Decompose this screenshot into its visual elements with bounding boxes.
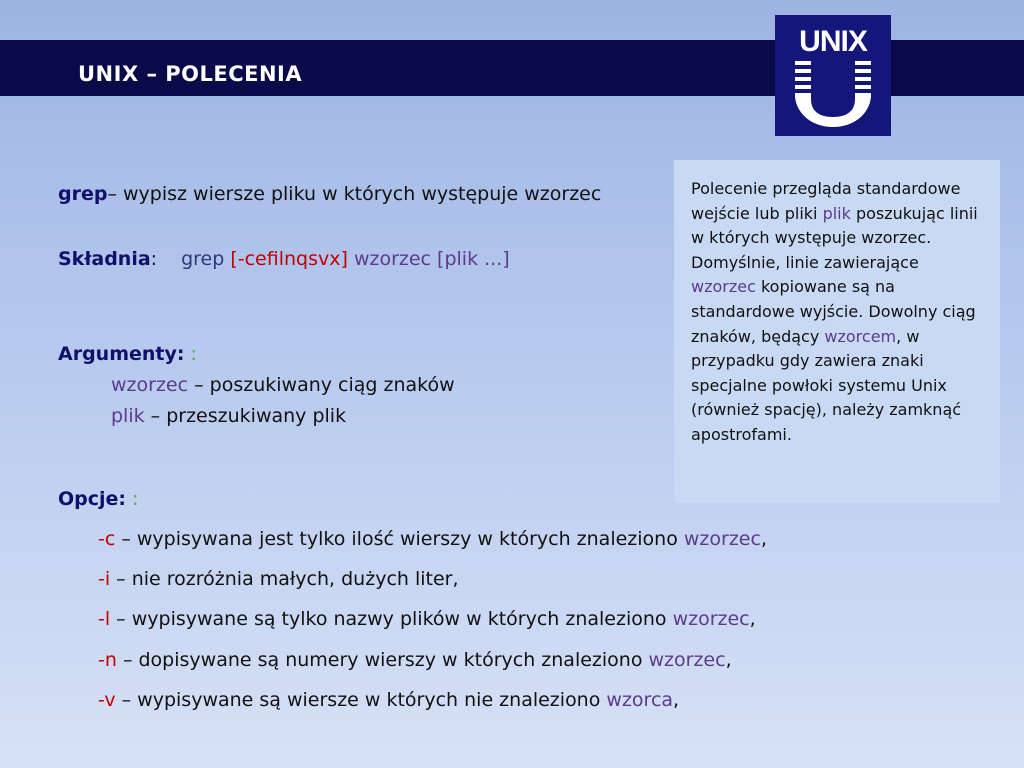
options-heading [58,488,138,510]
syntax-file: [plik ...] [437,248,510,270]
command-description [58,183,601,205]
syntax-options: [-cefilnqsvx] [230,248,348,270]
argument-name: wzorzec [111,374,189,396]
info-text: poszukując linii w których występuje wzorzec. Domyślnie, linie zawierające [691,203,978,272]
option-ref: wzorca [606,689,674,711]
unix-logo [775,15,891,136]
argument-desc: – przeszukiwany plik [150,405,347,427]
info-ref-wzorcem: wzorcem [824,326,897,346]
option-item [98,689,679,711]
option-desc: – dopisywane są numery wierszy w których znaleziono [116,649,649,671]
argument-item [111,374,455,396]
command-desc: – wypisz wiersze pliku w których występuje wzorzec [107,183,602,205]
option-desc: – nie rozróżnia małych, dużych liter, [110,568,459,590]
info-ref-plik: plik [822,203,851,223]
command-name: grep [58,183,108,205]
slide-title: UNIX – POLECENIA [78,62,303,86]
info-ref-wzorzec: wzorzec [691,277,756,297]
arguments-extra: : [190,343,197,365]
option-item [98,649,732,671]
arguments-heading [58,343,197,365]
option-ref: wzorzec [648,649,726,671]
arguments-label: Argumenty: [58,343,185,365]
logo-text: UNIX [799,25,867,58]
option-ref: wzorzec [683,528,761,550]
option-desc: – wypisywane są wiersze w których nie znaleziono [115,689,607,711]
info-text: Polecenie przegląda standardowe wejście lub pliki [691,179,961,223]
argument-item [111,405,346,427]
info-box [674,160,1000,503]
option-item [98,568,459,590]
option-tail: , [673,689,680,711]
syntax-colon: : [150,248,158,270]
option-flag: -l [98,608,111,630]
argument-desc: – poszukiwany ciąg znaków [194,374,455,396]
option-item [98,608,756,630]
option-ref: wzorzec [672,608,750,630]
option-tail: , [749,608,756,630]
option-tail: , [725,649,732,671]
option-flag: -n [98,649,117,671]
options-label: Opcje: [58,488,127,510]
syntax-cmd: grep [181,248,225,270]
option-flag: -c [98,528,116,550]
option-flag: -v [98,689,116,711]
syntax-pattern: wzorzec [353,248,431,270]
info-text: kopiowane są na standardowe wyjście. Dowolny ciąg znaków, będący [691,277,976,346]
option-desc: – wypisywana jest tylko ilość wierszy w których znaleziono [115,528,684,550]
options-extra: : [132,488,139,510]
option-tail: , [760,528,767,550]
option-desc: – wypisywane są tylko nazwy plików w których znaleziono [110,608,673,630]
option-flag: -i [98,568,111,590]
option-item [98,528,767,550]
info-text: , w przypadku gdy zawiera znaki specjalne powłoki systemu Unix (również spację), należy zamknąć apostrofami. [691,326,962,444]
syntax-label: Składnia [58,248,151,270]
syntax-line [58,248,510,270]
argument-name: plik [111,405,145,427]
